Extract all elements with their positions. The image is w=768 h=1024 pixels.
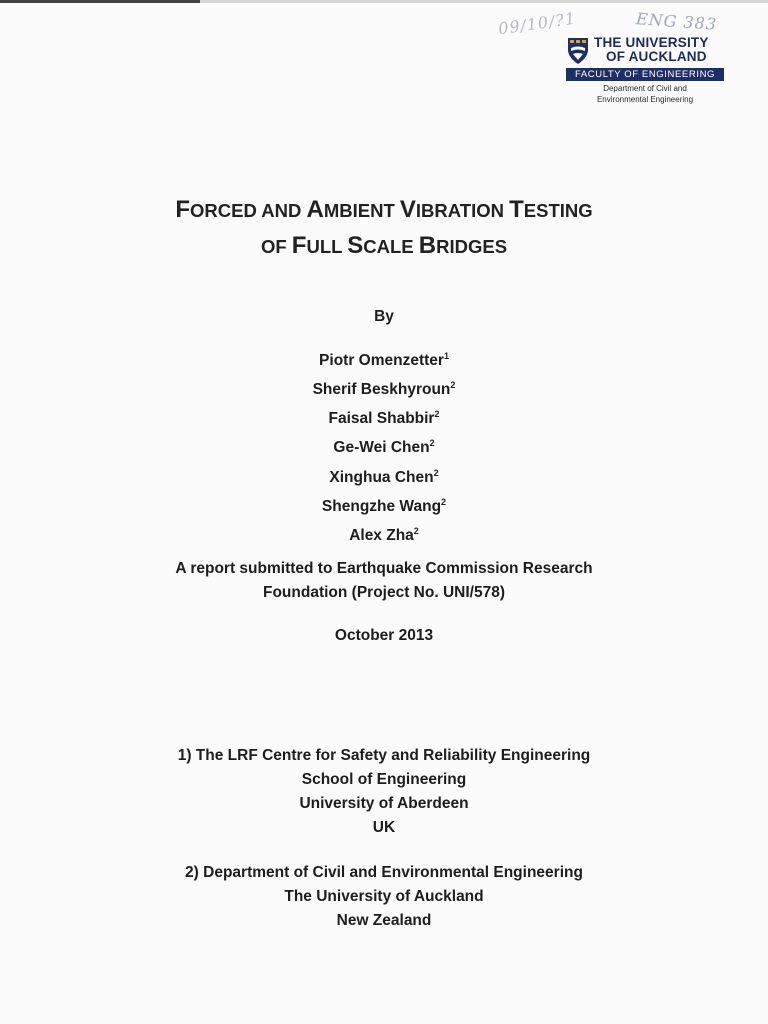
author-name bbox=[0, 431, 768, 460]
author-name-text: Alex Zha bbox=[349, 527, 414, 545]
scan-edge-artifact bbox=[0, 0, 768, 3]
affiliation-line: University of Aberdeen bbox=[299, 795, 469, 812]
author-name bbox=[0, 373, 768, 402]
affiliation-superscript: 1 bbox=[443, 351, 449, 361]
department-label bbox=[566, 83, 724, 105]
author-name bbox=[0, 519, 768, 548]
author-name bbox=[0, 344, 768, 373]
title-initial-letter: V bbox=[399, 196, 416, 223]
title-word-rest: IBRATION bbox=[415, 200, 510, 221]
title-initial-letter: A bbox=[306, 196, 324, 223]
faculty-banner: FACULTY OF ENGINEERING bbox=[566, 68, 724, 81]
title-word-rest: MBIENT bbox=[323, 200, 400, 221]
handwritten-catalog-note: ENG 383 bbox=[635, 9, 718, 34]
title-initial-letter: S bbox=[347, 232, 364, 259]
report-title-line-1 bbox=[0, 192, 768, 231]
affiliation-line: UK bbox=[372, 819, 396, 836]
affiliation-line: New Zealand bbox=[336, 912, 432, 929]
department-line-2: Environmental Engineering bbox=[596, 95, 694, 104]
title-word-rest: ORCED AND bbox=[190, 200, 307, 221]
author-name-text: Piotr Omenzetter bbox=[319, 352, 444, 370]
department-line-1: Department of Civil and bbox=[603, 84, 687, 93]
affiliation-superscript: 2 bbox=[413, 525, 419, 536]
handwritten-date-note: 09/10/?1 bbox=[497, 8, 578, 39]
title-initial-letter: F bbox=[175, 196, 191, 223]
affiliation-superscript: 2 bbox=[441, 496, 447, 507]
author-name bbox=[0, 461, 768, 490]
title-initial-letter: F bbox=[291, 232, 307, 259]
affiliation-line: School of Engineering bbox=[301, 771, 467, 788]
affiliation-superscript: 2 bbox=[433, 467, 439, 478]
by-label: By bbox=[374, 308, 394, 325]
report-title-line-2 bbox=[0, 228, 768, 267]
author-list bbox=[0, 344, 768, 548]
title-word-rest: CALE bbox=[363, 236, 419, 257]
affiliation-2 bbox=[0, 861, 768, 933]
submission-statement bbox=[0, 557, 768, 605]
title-word-rest: ESTING bbox=[523, 200, 593, 221]
author-name-text: Shengzhe Wang bbox=[321, 497, 442, 515]
submission-line-1: A report submitted to Earthquake Commission Research bbox=[175, 560, 593, 577]
university-crest-icon bbox=[566, 36, 590, 66]
affiliation-superscript: 2 bbox=[434, 409, 440, 420]
author-name-text: Xinghua Chen bbox=[329, 468, 434, 486]
title-initial-letter: T bbox=[509, 196, 524, 223]
report-date: October 2013 bbox=[334, 627, 434, 644]
affiliation-line: The University of Auckland bbox=[284, 888, 484, 905]
affiliation-line: 1) The LRF Centre for Safety and Reliability Engineering bbox=[177, 747, 591, 764]
submission-line-2: Foundation (Project No. UNI/578) bbox=[263, 584, 505, 601]
affiliation-superscript: 2 bbox=[450, 380, 456, 391]
title-word-rest: ULL bbox=[306, 236, 348, 257]
affiliation-1 bbox=[0, 744, 768, 840]
logo-line-2: OF AUCKLAND bbox=[606, 49, 707, 64]
affiliation-superscript: 2 bbox=[429, 438, 435, 449]
affiliation-line: 2) Department of Civil and Environmental Engineering bbox=[185, 864, 583, 881]
author-name-text: Faisal Shabbir bbox=[328, 410, 435, 428]
author-name-text: Ge-Wei Chen bbox=[333, 439, 430, 457]
author-name-text: Sherif Beskhyroun bbox=[312, 381, 451, 399]
title-word-rest: RIDGES bbox=[436, 236, 508, 257]
title-initial-letter: B bbox=[418, 232, 437, 259]
title-word-rest: OF bbox=[260, 236, 292, 257]
logo-line-1: THE UNIVERSITY bbox=[594, 35, 709, 50]
author-name bbox=[0, 490, 768, 519]
author-name bbox=[0, 402, 768, 431]
university-logo bbox=[566, 36, 726, 105]
